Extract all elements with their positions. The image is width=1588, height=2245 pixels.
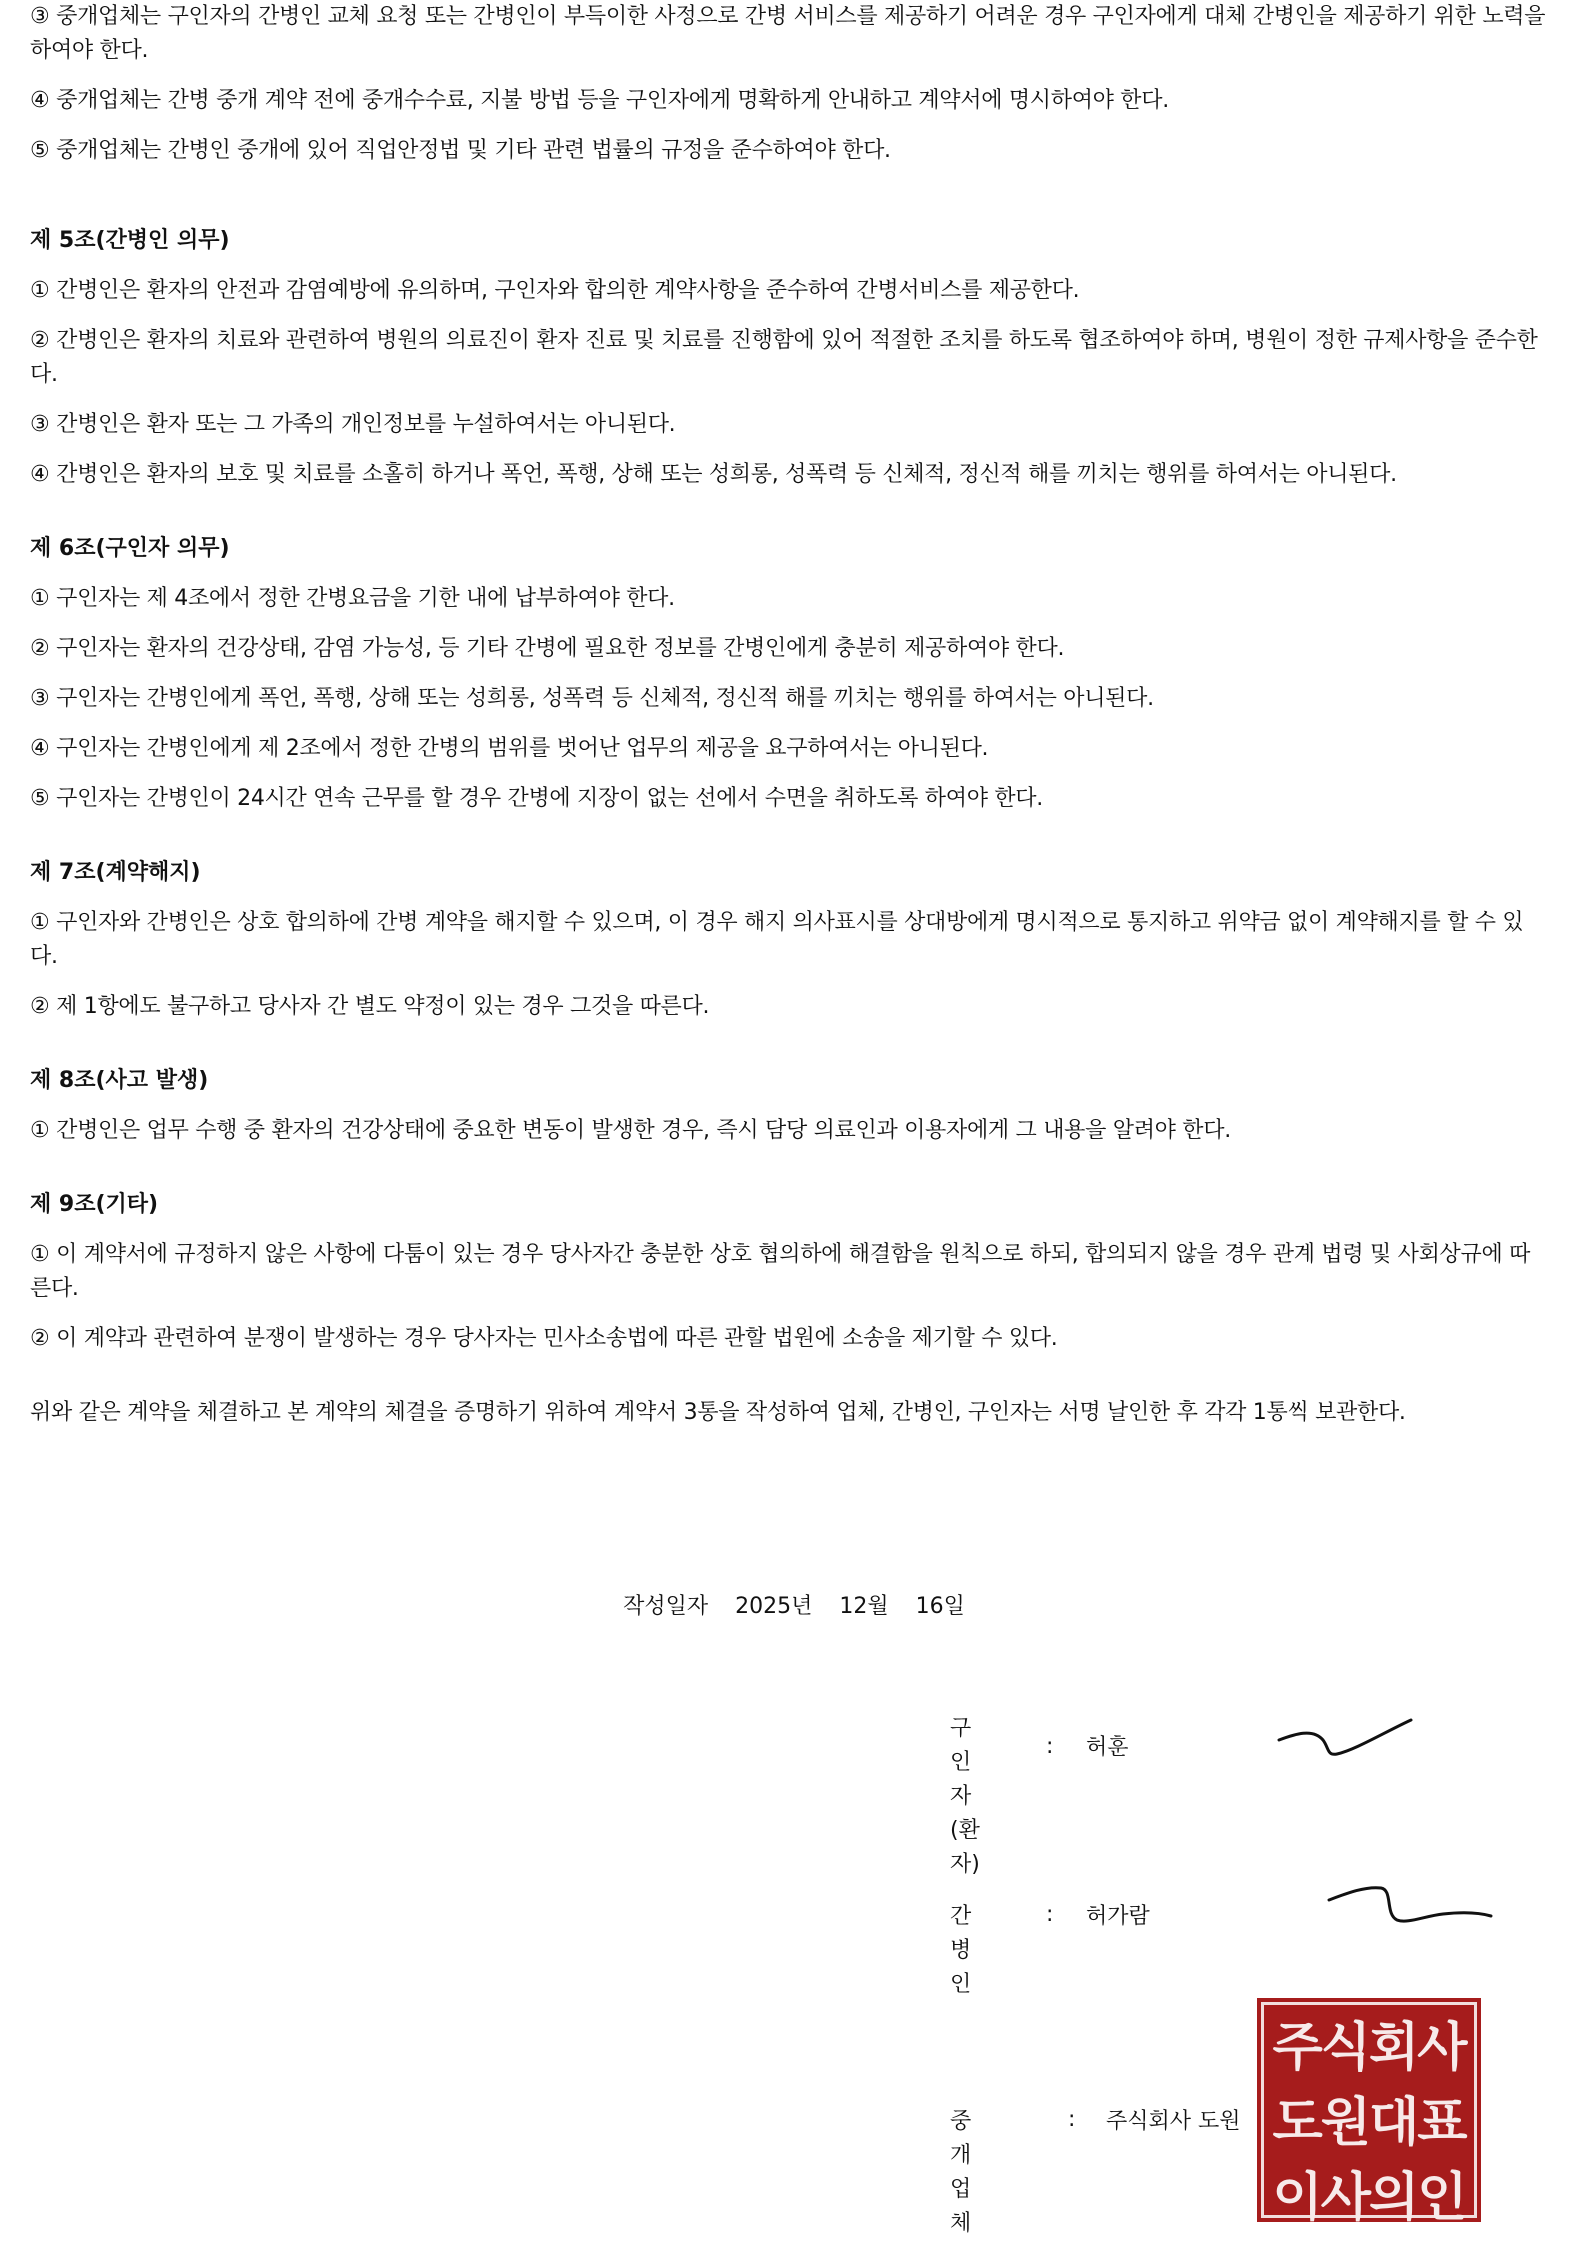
caregiver-signature [1325, 1878, 1495, 1938]
client-signature [1275, 1712, 1415, 1762]
clause-text: 하여야 한다. [30, 38, 149, 63]
signing-date [0, 1590, 1588, 1624]
date-year: 2025년 [735, 1594, 813, 1619]
article-heading: 제 5조(간병인 의무) [30, 228, 230, 253]
date-month: 12월 [839, 1594, 889, 1619]
seal-row: 주식회사 [1272, 2018, 1466, 2078]
clause-text: ④ 구인자는 간병인에게 제 2조에서 정한 간병의 범위를 벗어난 업무의 제공을 요구하여서는 아니된다. [30, 736, 989, 761]
clause-text: ① 구인자는 제 4조에서 정한 간병요금을 기한 내에 납부하여야 한다. [30, 586, 675, 611]
clause-text: ② 간병인은 환자의 치료와 관련하여 병원의 의료진이 환자 진료 및 치료를 진행함에 있어 적절한 조치를 하도록 협조하여야 하며, 병원이 정한 규제사항을 준수한 [30, 328, 1538, 353]
signatory-colon: : [1046, 1734, 1054, 1759]
clause-text: 다. [30, 944, 58, 969]
clause-text: ② 제 1항에도 불구하고 당사자 간 별도 약정이 있는 경우 그것을 따른다. [30, 994, 710, 1019]
company-seal [1257, 1998, 1481, 2228]
seal-row: 이사의인 [1272, 2168, 1466, 2228]
article-5 [30, 224, 1560, 492]
clause-text: ⑤ 중개업체는 간병인 중개에 있어 직업안정법 및 기타 관련 법률의 규정을 준수하여야 한다. [30, 138, 891, 163]
clause-text: ③ 구인자는 간병인에게 폭언, 폭행, 상해 또는 성희롱, 성폭력 등 신체적, 정신적 해를 끼치는 행위를 하여서는 아니된다. [30, 686, 1154, 711]
contract-document [30, 0, 1560, 1430]
clause-text: ② 구인자는 환자의 건강상태, 감염 가능성, 등 기타 간병에 필요한 정보를 간병인에게 충분히 제공하여야 한다. [30, 636, 1065, 661]
date-label: 작성일자 [623, 1594, 709, 1619]
clause-text: ④ 간병인은 환자의 보호 및 치료를 소홀히 하거나 폭언, 폭행, 상해 또는 성희롱, 성폭력 등 신체적, 정신적 해를 끼치는 행위를 하여서는 아니된다. [30, 462, 1397, 487]
clause-text: 른다. [30, 1276, 79, 1301]
clause-text: ① 이 계약서에 규정하지 않은 사항에 다툼이 있는 경우 당사자간 충분한 상호 협의하에 해결함을 원칙으로 하되, 합의되지 않을 경우 관계 법령 및 사회상규에 따 [30, 1242, 1531, 1267]
signatory-name: 주식회사 도원 [1106, 2109, 1241, 2134]
closing-statement: 위와 같은 계약을 체결하고 본 계약의 체결을 증명하기 위하여 계약서 3통을 작성하여 업체, 간병인, 구인자는 서명 날인한 후 각각 1통씩 보관한다. [30, 1400, 1406, 1425]
article-6 [30, 532, 1560, 816]
article-heading: 제 9조(기타) [30, 1192, 159, 1217]
seal-frame [1261, 2002, 1477, 2228]
signatory-colon: : [1068, 2107, 1076, 2132]
clause-text: 다. [30, 362, 58, 387]
clause-text: ① 구인자와 간병인은 상호 합의하에 간병 계약을 해지할 수 있으며, 이 경우 해지 의사표시를 상대방에게 명시적으로 통지하고 위약금 없이 계약해지를 할 수 있 [30, 910, 1524, 935]
signatory-label: 간병인 [950, 1904, 972, 1997]
article-heading: 제 7조(계약해지) [30, 860, 201, 885]
clause-text: ④ 중개업체는 간병 중개 계약 전에 중개수수료, 지불 방법 등을 구인자에게 명확하게 안내하고 계약서에 명시하여야 한다. [30, 88, 1169, 113]
signatory-colon: : [1046, 1902, 1054, 1927]
article-7 [30, 856, 1560, 1024]
article-4-continuation [30, 0, 1560, 168]
seal-row: 도원대표 [1272, 2093, 1466, 2153]
clause-text: ① 간병인은 업무 수행 중 환자의 건강상태에 중요한 변동이 발생한 경우, 즉시 담당 의료인과 이용자에게 그 내용을 알려야 한다. [30, 1118, 1231, 1143]
clause-text: ⑤ 구인자는 간병인이 24시간 연속 근무를 할 경우 간병에 지장이 없는 선에서 수면을 취하도록 하여야 한다. [30, 786, 1043, 811]
clause-text: ① 간병인은 환자의 안전과 감염예방에 유의하며, 구인자와 합의한 계약사항을 준수하여 간병서비스를 제공한다. [30, 278, 1080, 303]
signatory-name: 허훈 [1086, 1735, 1129, 1760]
article-9 [30, 1188, 1560, 1356]
date-day: 16일 [915, 1594, 965, 1619]
signatory-label [950, 1712, 980, 1882]
clause-text: ② 이 계약과 관련하여 분쟁이 발생하는 경우 당사자는 민사소송법에 따른 관할 법원에 소송을 제기할 수 있다. [30, 1326, 1058, 1351]
signatory-label: 중개업체 [950, 2109, 972, 2236]
article-heading: 제 6조(구인자 의무) [30, 536, 230, 561]
article-8 [30, 1064, 1560, 1148]
signatory-label-line: 구인자 [950, 1716, 972, 1809]
signatory-name: 허가람 [1086, 1904, 1150, 1929]
clause-text: ③ 중개업체는 구인자의 간병인 교체 요청 또는 간병인이 부득이한 사정으로 간병 서비스를 제공하기 어려운 경우 구인자에게 대체 간병인을 제공하기 위한 노력을 [30, 4, 1546, 29]
article-heading: 제 8조(사고 발생) [30, 1068, 209, 1093]
signatory-label-line: (환자) [950, 1818, 980, 1877]
clause-text: ③ 간병인은 환자 또는 그 가족의 개인정보를 누설하여서는 아니된다. [30, 412, 676, 437]
